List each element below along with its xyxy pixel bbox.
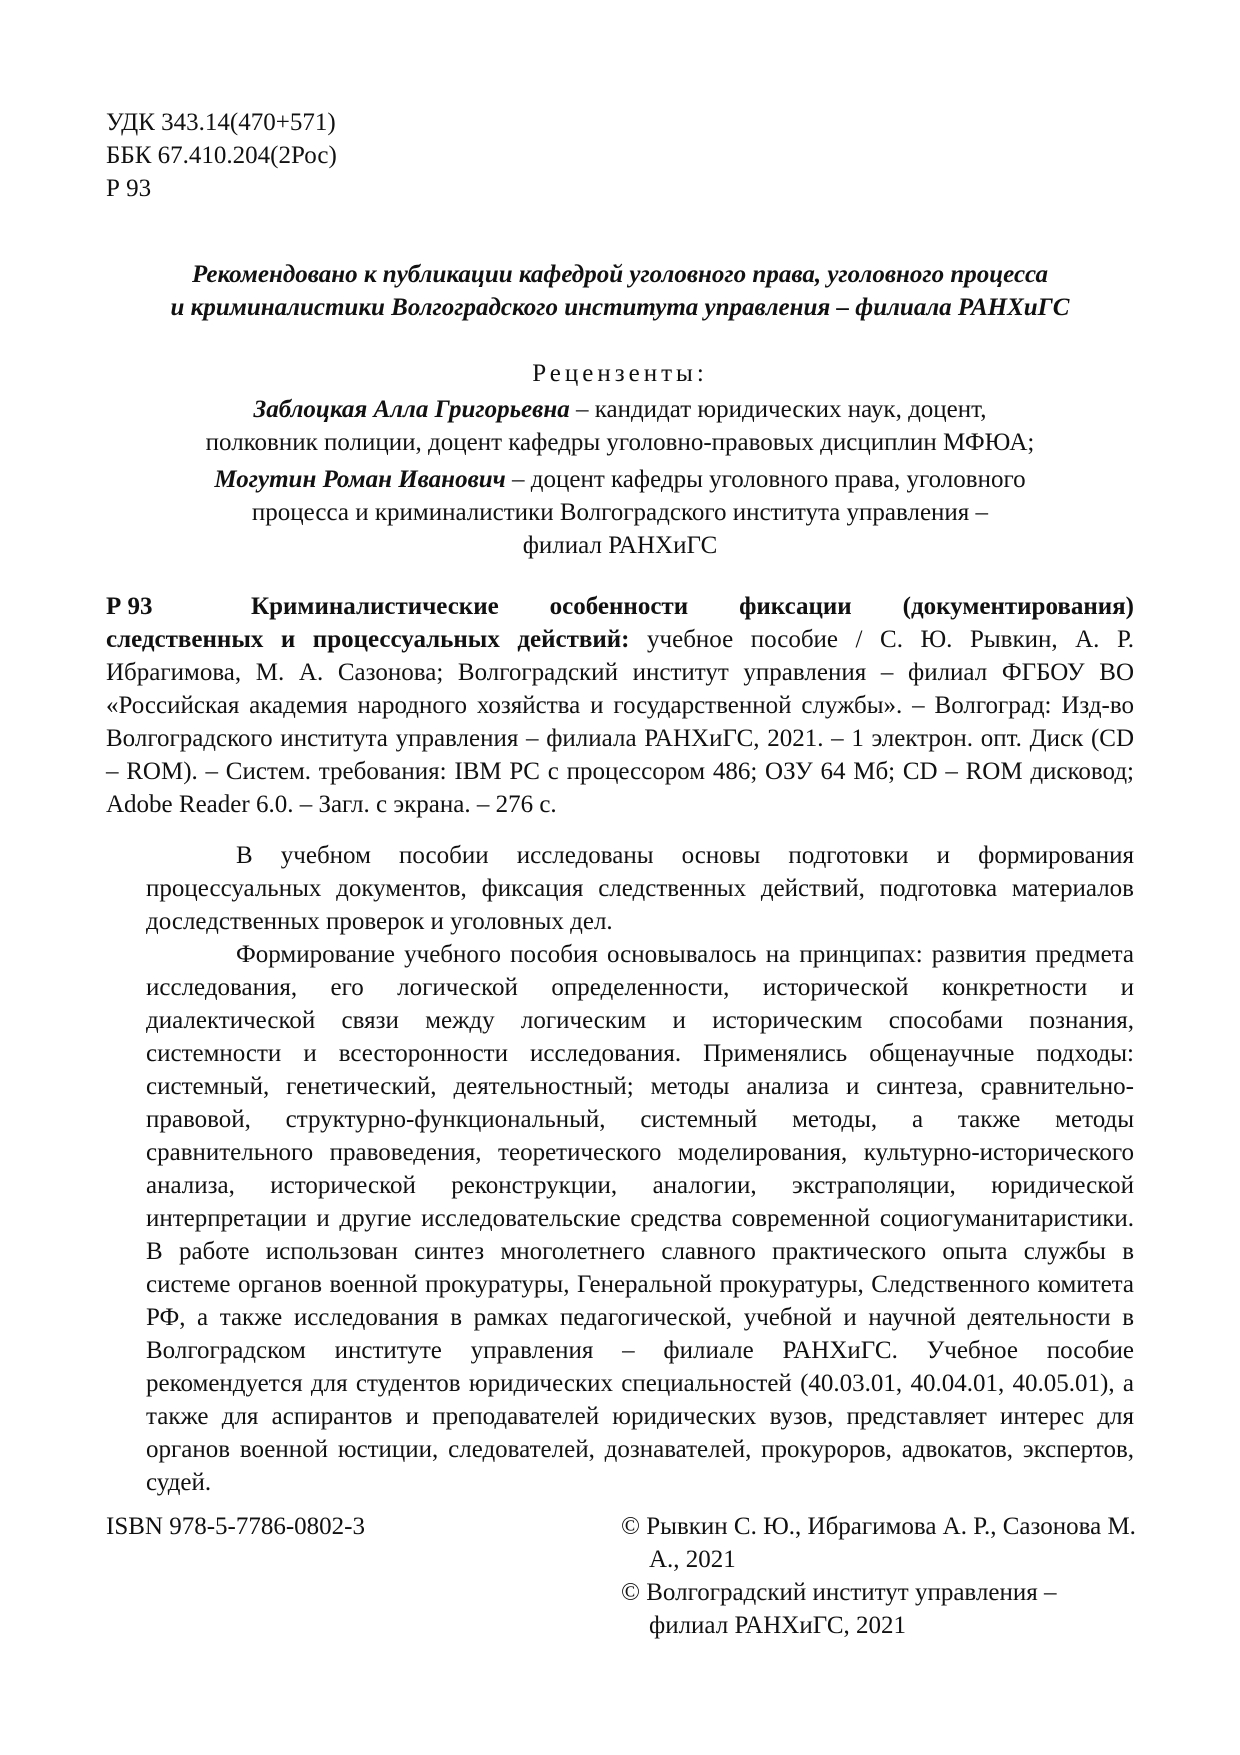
reviewer-2-name: Могутин Роман Иванович: [214, 466, 506, 493]
bibliographic-description: [106, 590, 1134, 821]
reviewer-1: [160, 393, 1080, 459]
reviewers-heading: Рецензенты:: [532, 360, 708, 387]
bibliographic-details: учебное пособие / С. Ю. Рывкин, А. Р. Ибрагимова, М. А. Сазонова; Волгоградский институт управления – филиал ФГБОУ ВО «Российская академия народного хозяйства и государственной службы». – Волгоград: Изд-во Волгоградского института управления – филиала РАНХиГС, 2021. – 1 электрон. опт. Диск (CD – ROM). – Систем. требования: IBM PC с процессором 486; ОЗУ 64 Мб; CD – ROM дисковод; Adobe Reader 6.0. – Загл. с экрана. – 276 с.: [106, 626, 1134, 818]
bibliographic-record: [106, 590, 1134, 821]
reviewer-2-desc-line-2: процесса и криминалистики Волгоградского института управления –: [251, 499, 989, 526]
annotation-paragraph-2: Формирование учебного пособия основывалось на принципах: развития предмета исследования, его логической определенности, исторической конкретности и диалектической связи между логическим и историческим способами познания, системности и всесторонности исследования. Применялись общенаучные подходы: системный, генетический, деятельностный; методы анализа и синтеза, сравнительно-правовой, структурно-функциональный, системный методы, а также методы сравнительного правоведения, теоретического моделирования, культурно-исторического анализа, исторической реконструкции, аналогии, экстраполяции, юридической интерпретации и другие исследовательские средства современной социогуманитаристики. В работе использован синтез многолетнего славного практического опыта службы в системе органов военной прокуратуры, Генеральной прокуратуры, Следственного комитета РФ, а также исследования в рамках педагогической, учебной и научной деятельности в Волгоградском институте управления – филиале РАНХиГС. Учебное пособие рекомендуется для студентов юридических специальностей (40.03.01, 40.04.01, 40.05.01), а также для аспирантов и преподавателей юридических вузов, представляет интерес для органов военной юстиции, следователей, дознавателей, прокуроров, адвокатов, экспертов, судей.: [146, 941, 1134, 1496]
isbn: ISBN 978-5-7786-0802-3: [106, 1513, 366, 1540]
author-mark: Р 93: [106, 175, 152, 202]
reviewer-1-desc-line-1: – кандидат юридических наук, доцент,: [569, 396, 987, 423]
udk-code: УДК 343.14(470+571): [106, 109, 336, 136]
reviewer-2: [160, 463, 1080, 562]
recommendation-line-1: Рекомендовано к публикации кафедрой уголовного права, уголовного процесса: [192, 261, 1048, 288]
annotation-paragraph-1: В учебном пособии исследованы основы подготовки и формирования процессуальных документов, фиксация следственных действий, подготовка материалов доследственных проверок и уголовных дел.: [146, 842, 1134, 935]
annotation: [146, 839, 1134, 1499]
reviewer-1-name: Заблоцкая Алла Григорьевна: [253, 396, 570, 423]
reviewer-2-desc-line-1: – доцент кафедры уголовного права, уголовного: [505, 466, 1026, 493]
copyright-authors: © Рывкин С. Ю., Ибрагимова А. Р., Сазонова М. А., 2021: [621, 1513, 1136, 1573]
book-title: Криминалистические особенности фиксации (документирования) следственных и процессуальных действий:: [106, 593, 1134, 653]
reviewer-2-desc-line-3: филиал РАНХиГС: [522, 532, 718, 559]
classification-block: [106, 106, 337, 205]
bbk-code: ББК 67.410.204(2Рос): [106, 142, 337, 169]
recommendation-line-2: и криминалистики Волгоградского института управления – филиала РАНХиГС: [170, 294, 1070, 321]
reviewer-1-desc-line-2: полковник полиции, доцент кафедры уголовно-правовых дисциплин МФЮА;: [205, 429, 1035, 456]
bibliographic-code: Р 93: [106, 593, 153, 620]
copyright-block: [621, 1510, 1141, 1642]
recommendation-note: [100, 258, 1140, 324]
copyright-institute: © Волгоградский институт управления – филиал РАНХиГС, 2021: [621, 1579, 1057, 1639]
